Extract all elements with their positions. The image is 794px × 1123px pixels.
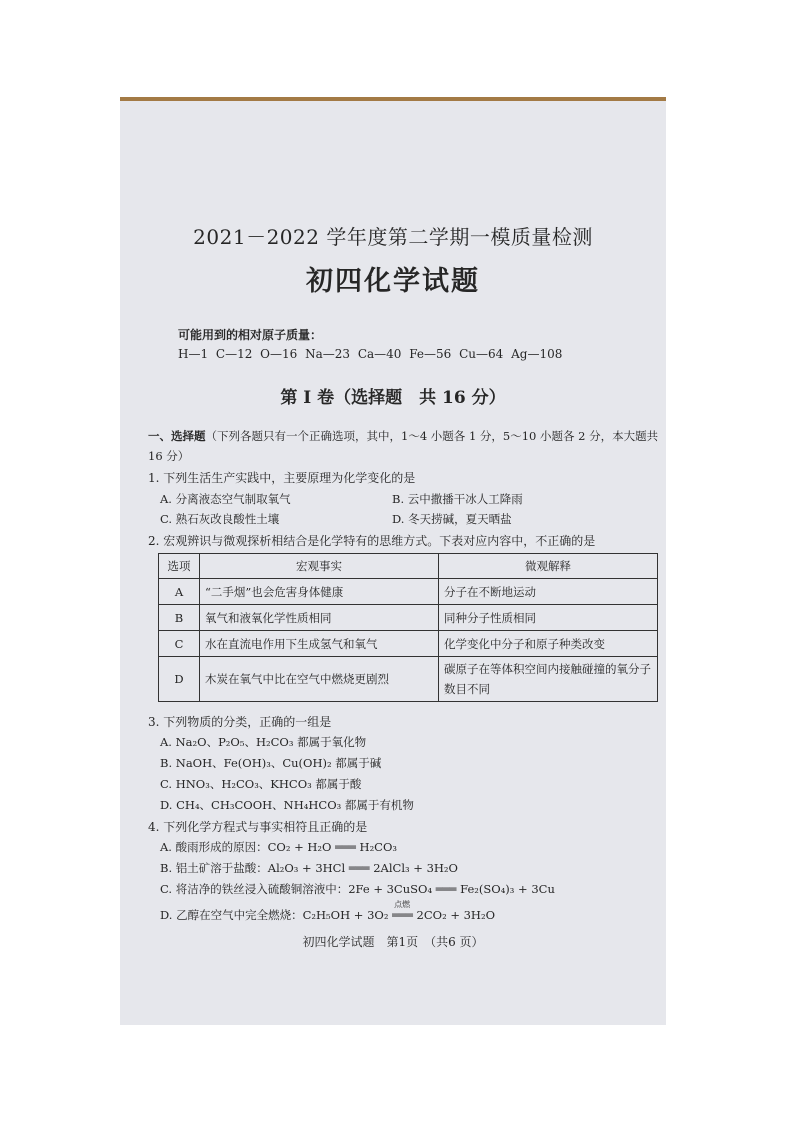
atomic-mass-values: H—1 C—12 O—16 Na—23 Ca—40 Fe—56 Cu—64 Ag—108 <box>178 347 563 361</box>
question-4-option-c: C. 将洁净的铁丝浸入硫酸铜溶液中：2Fe + 3CuSO₄ ═══ Fe₂(SO₄)₃ + 3Cu <box>160 882 555 896</box>
question-4-option-b: B. 铝土矿溶于盐酸：Al₂O₃ + 3HCl ═══ 2AlCl₃ + 3H₂O <box>160 861 458 875</box>
question-3-option-c: C. HNO₃、H₂CO₃、KHCO₃ 都属于酸 <box>160 777 362 791</box>
section-instructions: （下列各题只有一个正确选项，其中，1～4 小题各 1 分，5～10 小题各 2 分，本大题共 16 分） <box>148 429 659 463</box>
condition-label: 点燃 <box>394 900 411 909</box>
table-header-option: 选项 <box>159 554 200 579</box>
question-3-option-b: B. NaOH、Fe(OH)₃、Cu(OH)₂ 都属于碱 <box>160 756 382 770</box>
table-cell-macro: “二手烟”也会危害身体健康 <box>200 579 439 605</box>
volume-title: 第 I 卷（选择题 共 16 分） <box>280 388 506 408</box>
question-4-option-a: A. 酸雨形成的原因：CO₂ + H₂O ═══ H₂CO₃ <box>160 840 398 854</box>
table-row <box>159 605 658 631</box>
table-cell-option: B <box>159 605 200 631</box>
table-row <box>159 631 658 657</box>
question-1-option-d: D. 冬天捞碱，夏天晒盐 <box>392 512 512 526</box>
table-cell-macro: 水在直流电作用下生成氢气和氧气 <box>200 631 439 657</box>
question-1-option-b: B. 云中撒播干冰人工降雨 <box>392 492 523 506</box>
question-2-table <box>158 553 658 702</box>
table-header-row <box>159 554 658 579</box>
question-3-option-a: A. Na₂O、P₂O₅、H₂CO₃ 都属于氧化物 <box>160 735 367 749</box>
exam-paper <box>120 97 666 1025</box>
table-cell-option: A <box>159 579 200 605</box>
question-1-option-a: A. 分离液态空气制取氧气 <box>160 492 291 506</box>
table-cell-micro: 分子在不断地运动 <box>439 579 658 605</box>
table-cell-macro: 氧气和液氧化学性质相同 <box>200 605 439 631</box>
table-header-macro: 宏观事实 <box>200 554 439 579</box>
question-1-stem: 1. 下列生活生产实践中，主要原理为化学变化的是 <box>148 471 416 485</box>
question-3-option-d: D. CH₄、CH₃COOH、NH₄HCO₃ 都属于有机物 <box>160 798 414 812</box>
subject-title: 初四化学试题 <box>306 266 480 297</box>
table-cell-micro: 化学变化中分子和原子种类改变 <box>439 631 658 657</box>
question-4-stem: 4. 下列化学方程式与事实相符且正确的是 <box>148 820 368 834</box>
section-title: 一、选择题 <box>148 429 206 443</box>
table-cell-option: C <box>159 631 200 657</box>
table-row <box>159 657 658 702</box>
table-row <box>159 579 658 605</box>
question-2-stem: 2. 宏观辨识与微观探析相结合是化学特有的思维方式。下表对应内容中，不正确的是 <box>148 534 596 548</box>
table-cell-micro: 碳原子在等体积空间内接触碰撞的氧分子数目不同 <box>439 657 658 702</box>
page-footer: 初四化学试题 第1页 （共6 页） <box>302 935 484 949</box>
table-cell-option: D <box>159 657 200 702</box>
question-3-stem: 3. 下列物质的分类，正确的一组是 <box>148 715 332 729</box>
option-d-right: ═══ 2CO₂ + 3H₂O <box>392 908 496 922</box>
section-header <box>148 426 666 466</box>
option-d-left: D. 乙醇在空气中完全燃烧：C₂H₅OH + 3O₂ <box>160 908 393 922</box>
atomic-mass-label: 可能用到的相对原子质量： <box>178 328 323 342</box>
exam-title: 2021－2022 学年度第二学期一模质量检测 <box>193 225 593 249</box>
question-4-option-d <box>160 900 496 923</box>
table-cell-micro: 同种分子性质相同 <box>439 605 658 631</box>
question-1-option-c: C. 熟石灰改良酸性土壤 <box>160 512 280 526</box>
table-cell-macro: 木炭在氧气中比在空气中燃烧更剧烈 <box>200 657 439 702</box>
reaction-condition <box>392 900 496 922</box>
table-header-micro: 微观解释 <box>439 554 658 579</box>
